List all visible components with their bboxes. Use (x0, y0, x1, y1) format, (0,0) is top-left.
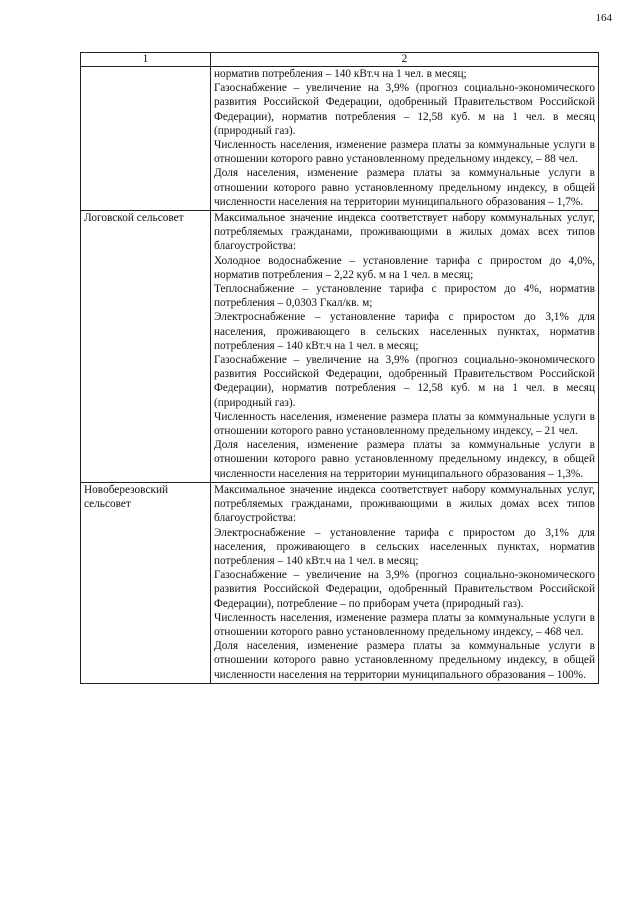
paragraph: Численность населения, изменение размера платы за коммунальные услуги в отношении которого равно установленному предельному индексу, – 88 чел. (214, 139, 595, 166)
paragraph: Доля населения, изменение размера платы за коммунальные услуги в отношении которого равно установленному предельному индексу, в общей численности населения на территории муниципального образования – 1,3%. (214, 439, 595, 480)
paragraph: Доля населения, изменение размера платы за коммунальные услуги в отношении которого равно установленному предельному индексу, в общей численности населения на территории муниципального образования – 1,7%. (214, 167, 595, 208)
paragraph: Численность населения, изменение размера платы за коммунальные услуги в отношении которого равно установленному предельному индексу, – 21 чел. (214, 410, 595, 438)
paragraph: Максимальное значение индекса соответствует набору коммунальных услуг, потребляемых гражданами, проживающими в жилых домах всех типов благоустройства: (214, 483, 595, 525)
description-cell (211, 67, 599, 211)
document-table (80, 52, 599, 684)
paragraph: Холодное водоснабжение – установление тарифа с приростом до 4,0%, норматив потребления – 2,22 куб. м на 1 чел. в месяц; (214, 254, 595, 281)
column-header-1: 1 (81, 53, 211, 67)
municipality-name: Новоберезовский сельсовет (81, 482, 211, 683)
paragraph: норматив потребления – 140 кВт.ч на 1 чел. в месяц; (214, 68, 467, 80)
table-row (81, 67, 599, 211)
paragraph: Газоснабжение – увеличение на 3,9% (прогноз социально-экономического развития Российской Федерации, одобренный Правительством Российской Федерации), норматив потребления – 12,58 куб. м на 1 чел. в месяц (природный газ). (214, 354, 595, 409)
paragraph: Численность населения, изменение размера платы за коммунальные услуги в отношении которого равно установленному предельному индексу, – 468 чел. (214, 611, 595, 638)
municipality-name (81, 67, 211, 211)
paragraph: Электроснабжение – установление тарифа с приростом до 3,1% для населения, проживающего в сельских населенных пунктах, норматив потребления – 140 кВт.ч на 1 чел. в месяц; (214, 526, 595, 567)
paragraph: Теплоснабжение – установление тарифа с приростом до 4%, норматив потребления – 0,0303 Гкал/кв. м; (214, 283, 595, 310)
column-header-2: 2 (211, 53, 599, 67)
page-number: 164 (595, 12, 612, 24)
paragraph: Газоснабжение – увеличение на 3,9% (прогноз социально-экономического развития Российской Федерации, одобренный Правительством Российской Федерации), потребление – по приборам учета (природный газ). (214, 569, 595, 610)
table-row (81, 211, 599, 483)
paragraph: Электроснабжение – установление тарифа с приростом до 3,1% для населения, проживающего в сельских населенных пунктах, норматив потребления – 140 кВт.ч на 1 чел. в месяц; (214, 311, 595, 352)
description-cell (211, 211, 599, 483)
paragraph: Газоснабжение – увеличение на 3,9% (прогноз социально-экономического развития Российской Федерации, одобренный Правительством Российской Федерации), норматив потребления – 12,58 куб. м на 1 чел. в месяц (природный газ). (214, 82, 595, 137)
paragraph: Максимальное значение индекса соответствует набору коммунальных услуг, потребляемых гражданами, проживающими в жилых домах всех типов благоустройства: (214, 212, 595, 253)
municipality-name: Логовской сельсовет (81, 211, 211, 483)
paragraph: Доля населения, изменение размера платы за коммунальные услуги в отношении которого равно установленному предельному индексу, в общей численности населения на территории муниципального образования – 100%. (214, 640, 595, 681)
table-row (81, 482, 599, 683)
description-cell (211, 482, 599, 683)
table-header-row (81, 53, 599, 67)
